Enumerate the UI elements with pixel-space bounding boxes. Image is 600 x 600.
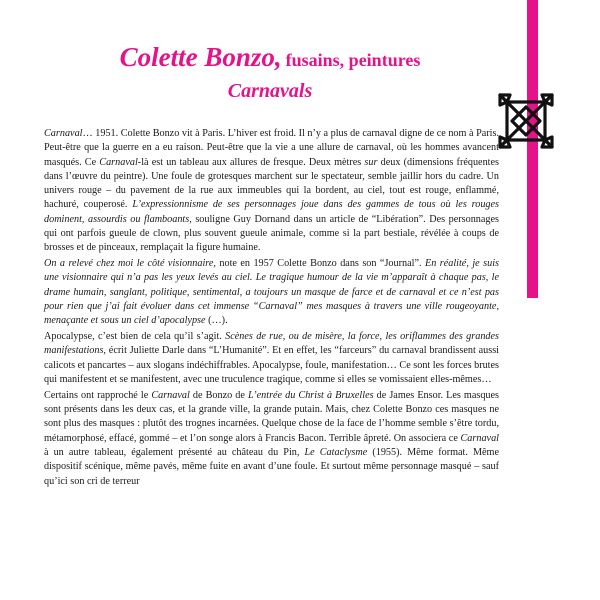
text-run: … 1951. Colette Bonzo vit à Paris. L’hiver est froid. Il n’y a plus de carnaval digne de ce nom à Paris. Peut-être que la guerre en a eu raison. Peut-être que la vie a une allure de carnaval, où les hommes avancent masqués. Ce: [44, 128, 499, 168]
text-run: (…).: [205, 315, 228, 327]
text-run: deux (dimensions fréquentes dans l’œuvre du peintre). Une foule de grotesques marchent sur le spectateur, semble jaillir hors du cadre. Un univers rouge – du pavement de la rue aux immeubles qui la bordent, au ciel, tout est rouge, enflammé, hachuré, couperosé.: [44, 156, 499, 211]
italic-run: Carnaval: [99, 156, 138, 168]
text-run: note en 1957 Colette Bonzo dans son “Journal”.: [215, 258, 425, 270]
text-run: souligne Guy Dornand dans un article de “Libération”. Des personnages qui ont parfois gueule de clown, plus souvent gueule animale, comme si la part bestiale, révélée à coups de brosses et de pinceaux, remplaçait la figure humaine.: [44, 213, 500, 254]
text-run: écrit Juliette Darle dans “L’Humanité”. Et en effet, les “farceurs” du carnaval brandissent aussi calicots et pancartes – aux slogans indéchiffrables. Apocalypse, foule, manifestation… Ce sont les forces brutes qui manifestent et se manifestent, avec une truculence tragique, comme si elles se vomissaient elles-mêmes…: [44, 345, 499, 386]
artist-subtitle: fusains, peintures: [285, 50, 421, 70]
text-run: -là est un tableau aux allures de fresque. Deux mètres: [137, 156, 365, 168]
italic-run: L’entrée du Christ à Bruxelles: [247, 389, 374, 401]
header-line1: [0, 40, 540, 79]
artist-name: Colette Bonzo,: [119, 42, 282, 72]
italic-run: Le Cataclysme: [304, 447, 368, 459]
text-run: à un autre tableau, également présenté au château du Pin,: [44, 447, 305, 459]
paragraph: [44, 257, 499, 328]
italic-run: En réalité, je suis une visionnaire qui n’a pas les yeux levés au ciel. Le tragique humour de la vie m’apparaît à chaque pas, le drame humain, sanglant, politique, sentimental, a toujours un masque de farce et de carnaval et ce n’est pas pour rien que j’ai fait évoluer dans cet immense “Carnaval” mes masques à travers une ville rougeoyante, menaçante et sous un ciel d’apocalypse: [44, 258, 499, 327]
italic-run: On a relevé chez moi le côté visionnaire,: [44, 258, 216, 270]
text-run: Apocalypse, c’est bien de cela qu’il s’agit.: [44, 331, 226, 343]
italic-run: Carnaval: [151, 389, 190, 401]
text-run: de James Ensor. Les masques sont présents dans les deux cas, et la grande ville, la grande putain. Mais, chez Colette Bonzo ces masques ne sont plus des masques : plutôt des trognes incarnées. Quelque chose de la face de l’homme semble s’être tordu, métamorphosé, effacé, gommé – et l’on songe alors à Francis Bacon. Terrible âpreté. On associera ce: [44, 389, 499, 444]
italic-run: Scènes de rue, ou de misère, la force, les oriflammes des grandes manifestations,: [44, 331, 500, 357]
italic-run: Carnaval: [44, 128, 83, 139]
italic-run: sur: [364, 156, 378, 168]
text-run: Certains ont rapproché le: [44, 389, 152, 401]
section-title: Carnavals: [227, 80, 313, 102]
paragraph: [44, 389, 499, 489]
article-body: [44, 127, 499, 490]
text-run: de Bonzo de: [189, 389, 248, 401]
paragraph: [44, 127, 499, 256]
italic-run: L’expressionnisme de ses personnages joue dans des gammes de tous où les rouges dominent, assourdis ou flamboants,: [44, 199, 499, 225]
page-header: [0, 40, 540, 102]
paragraph: [44, 330, 499, 387]
italic-run: Carnaval: [460, 432, 499, 444]
text-run: (1955). Même format. Même dispositif scénique, même pavés, même fuite en avant d’une foule. Et surtout même personnage masqué – sauf qu’ici son cri de terreur: [44, 447, 499, 487]
